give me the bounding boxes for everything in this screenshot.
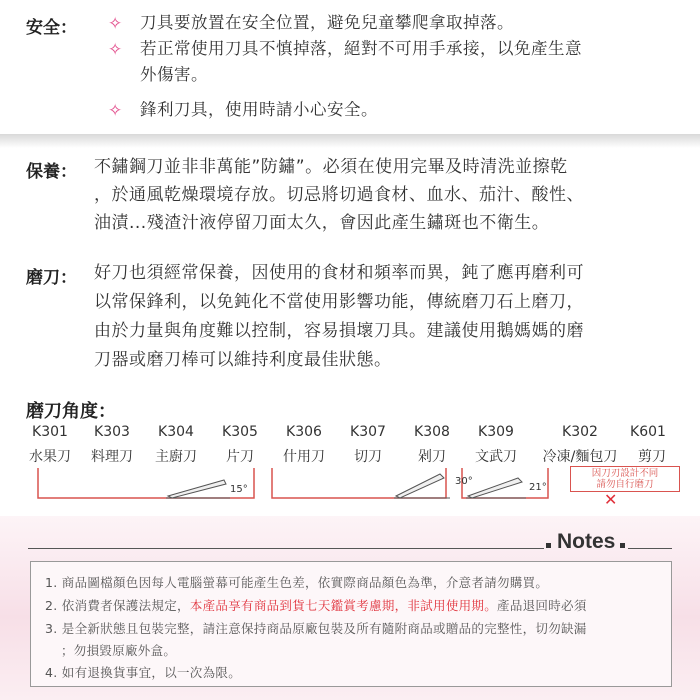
model-code: K305 <box>222 424 258 440</box>
warning-line-1: 因刀刃設計不同 <box>591 468 659 479</box>
note-item: ；勿損毀原廠外盒。 <box>61 643 177 658</box>
note-item: 2. 依消費者保護法規定，本產品享有商品到貨七天鑑賞考慮期，非試用使用期。產品退回時必須 <box>45 598 587 613</box>
model-code: K309 <box>478 424 514 440</box>
safety-item-1: 刀具要放置在安全位置，避免兒童攀爬拿取掉落。 <box>140 13 514 32</box>
diamond-outline-icon: ✧ <box>108 101 123 121</box>
blade-icon-21 <box>466 478 526 498</box>
note-item: 4. 如有退換貨事宜，以一次為限。 <box>45 665 242 680</box>
notes-rule-left <box>28 548 544 549</box>
bracket-30 <box>272 468 446 498</box>
warning-box <box>570 466 680 492</box>
knife-name: 剪刀 <box>638 449 666 465</box>
angle-label: 15° <box>230 484 248 495</box>
cross-mark-icon: ✕ <box>604 490 618 509</box>
model-code: K601 <box>630 424 666 440</box>
model-code: K308 <box>414 424 450 440</box>
note-highlight: 本產品享有商品到貨七天鑑賞考慮期，非試用使用期。 <box>189 598 498 613</box>
angle-label: 21° <box>529 482 547 493</box>
model-code: K304 <box>158 424 194 440</box>
knife-name: 片刀 <box>226 449 254 465</box>
note-item: 1. 商品圖檔顏色因每人電腦螢幕可能產生色差，依實際商品顏色為準，介意者請勿購買。 <box>45 575 549 590</box>
knife-name: 文武刀 <box>475 449 517 465</box>
sharpening-line-4: 刀器或磨刀棒可以維持利度最佳狀態。 <box>94 350 392 370</box>
notes-dot-icon <box>620 543 625 548</box>
safety-item-2: 若正常使用刀具不慎掉落，絕對不可用手承接，以免產生意 <box>140 39 582 58</box>
blade-icon-30 <box>394 474 450 498</box>
blade-icon-15 <box>166 480 230 498</box>
notes-dot-icon <box>546 543 551 548</box>
model-code: K302 <box>562 424 598 440</box>
sharpening-label: 磨刀： <box>26 268 77 288</box>
notes-box <box>30 561 672 687</box>
knife-name: 什用刀 <box>283 449 325 465</box>
sharpening-line-1: 好刀也須經常保養，因使用的食材和頻率而異，鈍了應再磨利可 <box>94 263 584 283</box>
model-code: K306 <box>286 424 322 440</box>
knife-name: 料理刀 <box>91 449 133 465</box>
diamond-outline-icon: ✧ <box>108 14 123 34</box>
notes-rule-right <box>628 548 672 549</box>
maintenance-line-3: 油漬...殘渣汁液停留刀面太久，會因此產生鏽斑也不衛生。 <box>94 213 550 233</box>
sharpening-line-2: 以常保鋒利，以免鈍化不當使用影響功能，傳統磨刀石上磨刀， <box>94 292 584 312</box>
warning-line-2: 請勿自行磨刀 <box>596 479 654 490</box>
note-item: 3. 是全新狀態且包裝完整，請注意保持商品原廠包裝及所有隨附商品或贈品的完整性，切勿缺漏 <box>45 621 587 636</box>
maintenance-line-2: ，於通風乾燥環境存放。切忌將切過食材、血水、茄汁、酸性、 <box>94 185 584 205</box>
knife-name: 剁刀 <box>418 449 446 465</box>
knife-name: 冷凍/麵包刀 <box>542 449 618 465</box>
knife-name: 主廚刀 <box>155 449 197 465</box>
maintenance-line-1: 不鏽鋼刀並非非萬能”防鏽”。必須在使用完畢及時清洗並擦乾 <box>94 157 568 177</box>
safety-item-2-cont: 外傷害。 <box>140 65 208 84</box>
model-code: K301 <box>32 424 68 440</box>
angle-label: 30° <box>455 476 473 487</box>
section-divider <box>0 134 700 148</box>
knife-name: 水果刀 <box>29 449 71 465</box>
safety-item-3: 鋒利刀具，使用時請小心安全。 <box>140 100 378 119</box>
model-code: K307 <box>350 424 386 440</box>
safety-label: 安全： <box>26 18 77 38</box>
model-code: K303 <box>94 424 130 440</box>
notes-title: Notes <box>557 530 616 553</box>
diamond-outline-icon: ✧ <box>108 40 123 60</box>
sharpening-line-3: 由於力量與角度難以控制，容易損壞刀具。建議使用鵝媽媽的磨 <box>94 321 584 341</box>
angles-title: 磨刀角度： <box>26 401 116 422</box>
maintenance-label: 保養： <box>26 162 77 182</box>
knife-name: 切刀 <box>354 449 382 465</box>
